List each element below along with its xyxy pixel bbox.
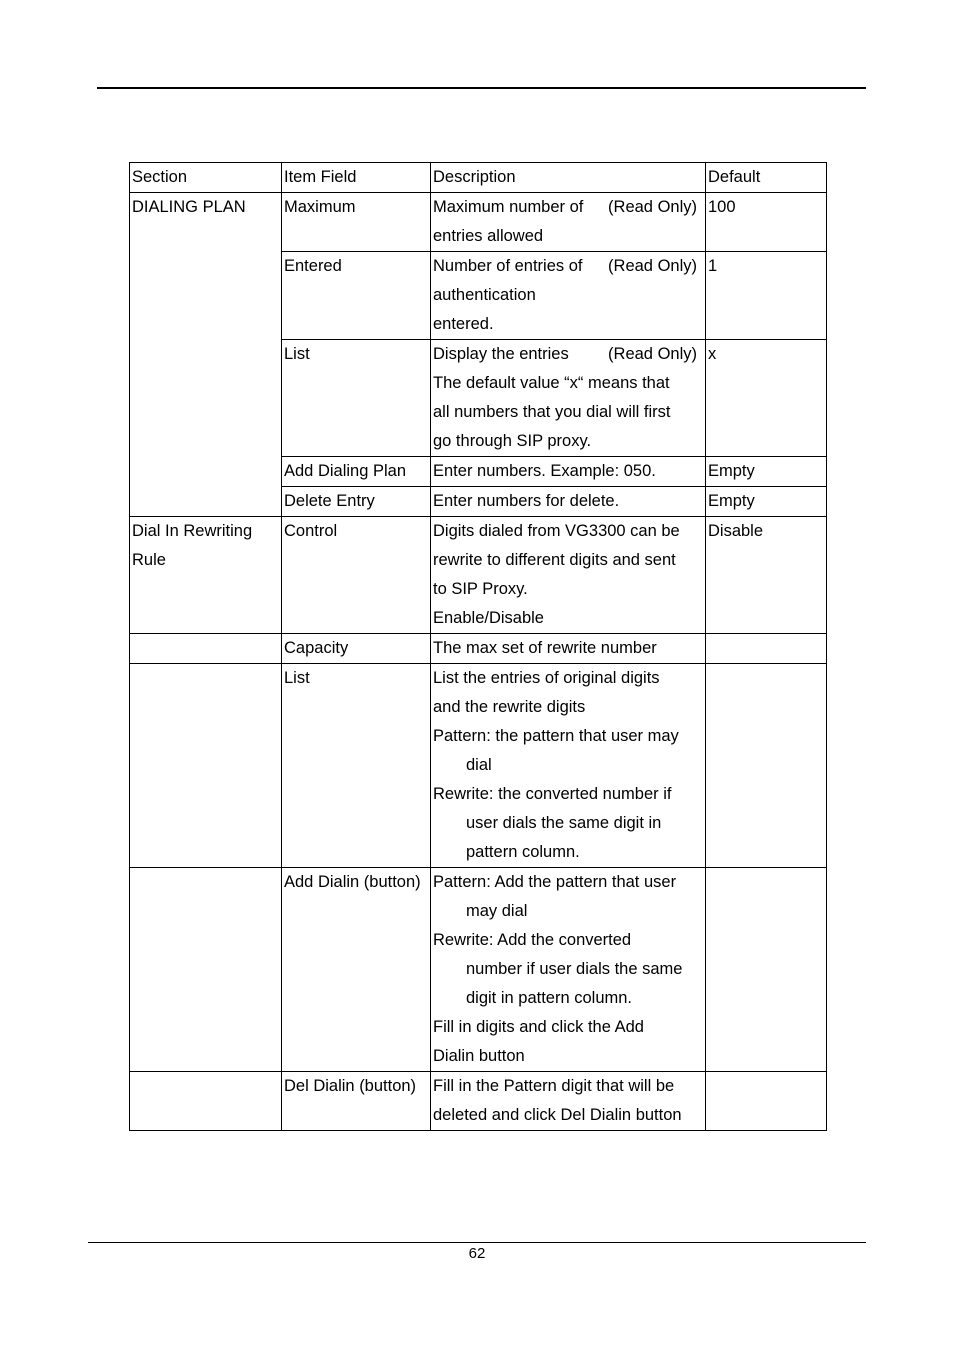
description-line: Pattern: the pattern that user may (433, 727, 679, 745)
item-cell: Add Dialin (button) (282, 868, 431, 1072)
header-item-field: Item Field (282, 163, 431, 193)
item-cell: Control (282, 517, 431, 634)
item-cell: Add Dialing Plan (282, 457, 431, 487)
section-label: Dial In Rewriting Rule (132, 522, 253, 569)
table-row (130, 634, 827, 664)
item-cell: List (282, 664, 431, 868)
read-only-note: (Read Only) (608, 257, 697, 275)
description-cell (431, 487, 706, 517)
description-line: Enter numbers. Example: 050. (433, 462, 656, 480)
description-line: pattern column. (466, 843, 580, 861)
description-line: Number of entries of (Read Only) (433, 252, 705, 281)
item-cell: Maximum (282, 193, 431, 252)
table-row (130, 1072, 827, 1131)
description-cell (431, 252, 706, 340)
description-line: and the rewrite digits (433, 698, 586, 716)
footer-rule (88, 1242, 866, 1243)
description-cell (431, 193, 706, 252)
description-line: deleted and click Del Dialin button (433, 1106, 682, 1124)
section-cell (130, 1072, 282, 1131)
header-default: Default (706, 163, 827, 193)
table-row (130, 664, 827, 868)
page-number: 62 (468, 1245, 486, 1262)
default-cell (706, 1072, 827, 1131)
description-line: dial (466, 756, 492, 774)
default-cell: Empty (706, 487, 827, 517)
header-section: Section (130, 163, 282, 193)
table-row (130, 868, 827, 1072)
description-line: Digits dialed from VG3300 can be (433, 522, 680, 540)
description-line: entered. (433, 315, 494, 333)
default-cell: Disable (706, 517, 827, 634)
description-line: Enable/Disable (433, 609, 544, 627)
description-line: to SIP Proxy. (433, 580, 528, 598)
description-cell (431, 868, 706, 1072)
description-line: Pattern: Add the pattern that user (433, 873, 677, 891)
description-line: may dial (466, 902, 528, 920)
description-line: Display the entries (Read Only) (433, 340, 705, 369)
description-line: digit in pattern column. (466, 989, 633, 1007)
settings-table (129, 162, 827, 1131)
description-line: Fill in digits and click the Add (433, 1018, 644, 1036)
description-line: rewrite to different digits and sent (433, 551, 676, 569)
item-cell: Entered (282, 252, 431, 340)
read-only-note: (Read Only) (608, 198, 697, 216)
header-rule (97, 87, 866, 89)
default-cell: x (706, 340, 827, 457)
description-line: number if user dials the same (466, 960, 683, 978)
default-cell: 1 (706, 252, 827, 340)
read-only-note: (Read Only) (608, 345, 697, 363)
section-cell (130, 517, 282, 634)
description-cell (431, 664, 706, 868)
description-line: authentication (433, 286, 536, 304)
item-cell: List (282, 340, 431, 457)
item-cell: Capacity (282, 634, 431, 664)
description-cell (431, 634, 706, 664)
description-line: The default value “x“ means that (433, 374, 670, 392)
description-line: Rewrite: the converted number if (433, 785, 672, 803)
description-line: user dials the same digit in (466, 814, 662, 832)
header-description: Description (431, 163, 706, 193)
table-row (130, 517, 827, 634)
description-cell (431, 340, 706, 457)
item-cell: Delete Entry (282, 487, 431, 517)
section-cell (130, 664, 282, 868)
description-line: entries allowed (433, 227, 544, 245)
section-label: DIALING PLAN (132, 198, 246, 216)
default-cell (706, 868, 827, 1072)
section-cell (130, 868, 282, 1072)
description-cell (431, 457, 706, 487)
description-line: Maximum number of (Read Only) (433, 193, 705, 222)
description-line: Rewrite: Add the converted (433, 931, 632, 949)
section-cell (130, 634, 282, 664)
description-line: Fill in the Pattern digit that will be (433, 1077, 675, 1095)
table-row (130, 193, 827, 252)
section-cell (130, 193, 282, 517)
default-cell: Empty (706, 457, 827, 487)
default-cell (706, 664, 827, 868)
description-line: List the entries of original digits (433, 669, 660, 687)
description-cell (431, 1072, 706, 1131)
item-cell: Del Dialin (button) (282, 1072, 431, 1131)
description-line: Enter numbers for delete. (433, 492, 620, 510)
description-line: The max set of rewrite number (433, 639, 657, 657)
table-header-row (130, 163, 827, 193)
default-cell: 100 (706, 193, 827, 252)
description-line: go through SIP proxy. (433, 432, 592, 450)
description-line: Dialin button (433, 1047, 525, 1065)
description-line: all numbers that you dial will first (433, 403, 671, 421)
description-cell (431, 517, 706, 634)
default-cell (706, 634, 827, 664)
